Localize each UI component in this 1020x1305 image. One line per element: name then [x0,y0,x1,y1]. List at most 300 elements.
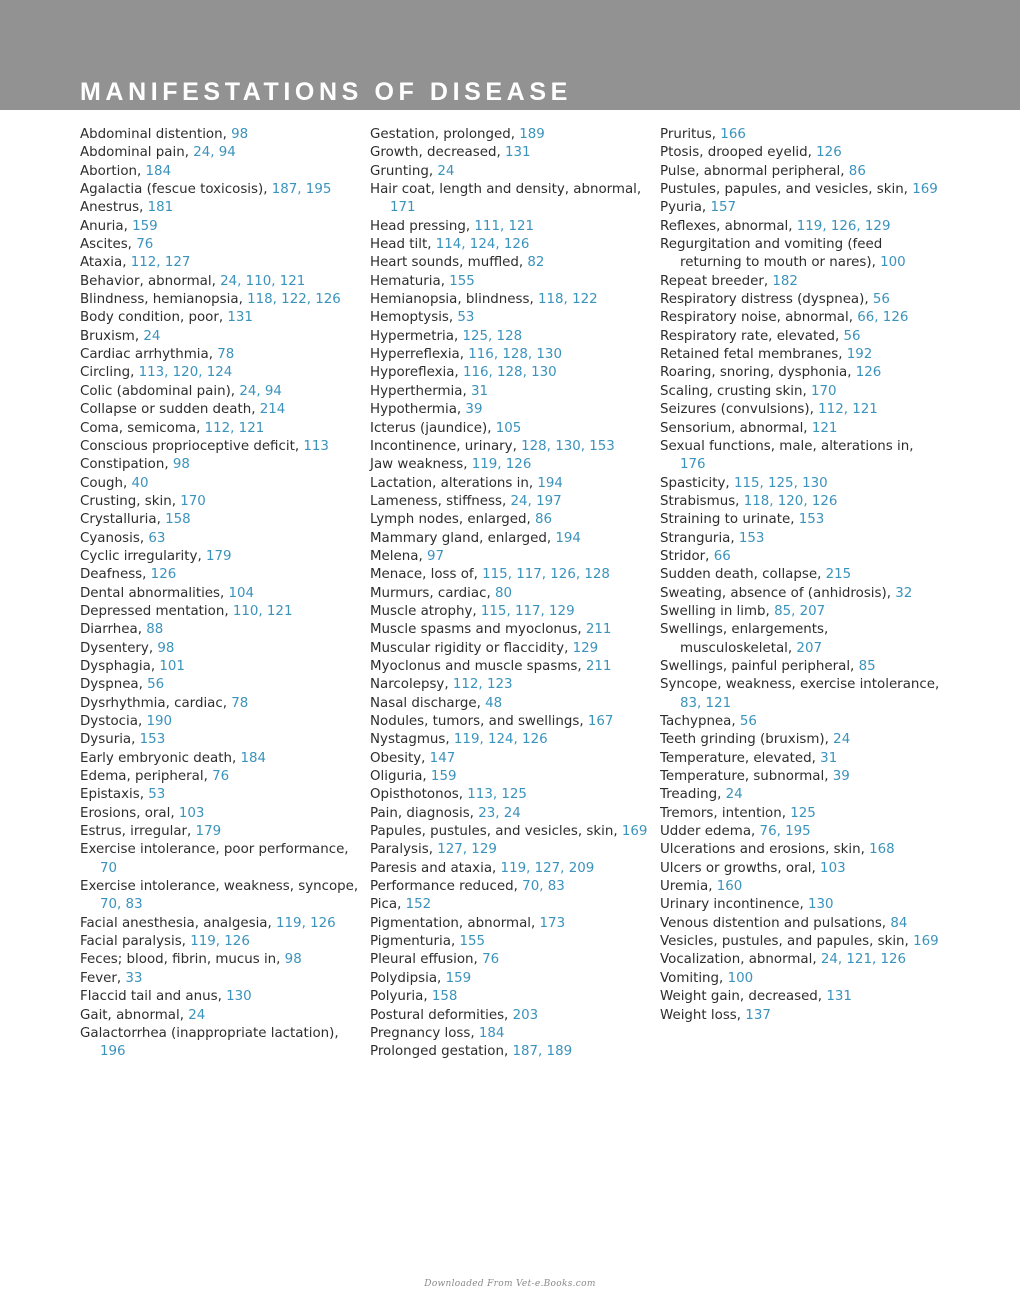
page-reference-link[interactable]: 98 [231,127,249,142]
page-reference-link[interactable]: 184 [478,1025,505,1041]
page-reference-link[interactable]: 184 [240,750,267,766]
page-reference-link[interactable]: 24, 121, 126 [820,952,907,968]
page-reference-link[interactable]: 158 [431,989,458,1005]
index-entry [660,676,940,713]
page-reference-link[interactable]: 24 [833,732,851,748]
page-reference-link[interactable]: 167 [587,714,614,729]
page-reference-link[interactable]: 127, 129 [437,842,497,858]
index-entry [80,750,360,768]
page-reference-link[interactable]: 111, 121 [474,218,535,234]
index-entry [80,566,360,584]
page-reference-link[interactable]: 115, 117, 126, 128 [482,567,610,583]
page-reference-link[interactable]: 70, 83 [100,897,143,913]
index-term: Polydipsia, [370,970,446,986]
page-reference-link[interactable]: 173 [539,915,566,931]
page-reference-link[interactable]: 153 [738,530,765,546]
page-reference-link[interactable]: 112, 121 [204,420,265,436]
index-term: Flaccid tail and anus, [80,989,227,1005]
page-reference-link[interactable]: 110, 121 [232,603,293,619]
page-reference-link[interactable]: 170 [180,493,206,509]
index-entry [660,511,940,529]
index-entry [660,658,940,676]
index-entry [80,768,360,786]
index-entry [370,1007,650,1025]
index-entry [80,144,360,162]
page-reference-link[interactable]: 86 [535,512,553,528]
page-reference-link[interactable]: 76, 195 [759,824,811,840]
page-reference-link[interactable]: 155 [449,273,475,289]
index-entry [370,126,650,144]
page-reference-link[interactable]: 129 [572,640,599,656]
index-entry [370,933,650,951]
index-term: Paresis and ataxia, [370,860,501,876]
page-reference-link[interactable]: 125, 128 [462,328,523,344]
page-reference-link[interactable]: 169 [912,182,938,198]
index-term: Blindness, hemianopsia, [80,292,248,308]
index-term: Treading, [660,787,726,803]
index-term: Erosions, oral, [80,805,179,821]
page-reference-link[interactable]: 159 [132,218,158,234]
page-reference-link[interactable]: 97 [426,548,445,564]
index-entry [370,585,650,603]
page-reference-link[interactable]: 31 [470,383,489,399]
index-term: Pigmenturia, [370,934,460,950]
page-reference-link[interactable]: 159 [445,970,472,986]
page-reference-link[interactable]: 119, 126, 129 [796,218,891,234]
page-reference-link[interactable]: 182 [772,273,798,289]
page-reference-link[interactable]: 153 [139,732,166,748]
index-entry [660,823,940,841]
index-entry [370,236,650,254]
page-reference-link[interactable]: 112, 123 [452,677,513,693]
index-entry [80,420,360,438]
page-reference-link[interactable]: 126 [816,145,842,161]
page-reference-link[interactable]: 179 [195,824,222,840]
page-reference-link[interactable]: 196 [100,1044,126,1060]
page-reference-link[interactable]: 125 [790,805,816,821]
index-entry [660,933,940,951]
page-reference-link[interactable]: 103 [178,805,205,821]
index-entry [660,364,940,382]
index-term: Abdominal pain, [80,145,194,161]
page-reference-link[interactable]: 158 [165,512,191,528]
page-reference-link[interactable]: 86 [848,163,866,179]
index-term: Crusting, skin, [80,493,181,509]
page-reference-link[interactable]: 187, 189 [512,1044,573,1060]
page-reference-link[interactable]: 119, 127, 209 [500,860,595,876]
page-reference-link[interactable]: 33 [125,970,143,986]
page-reference-link[interactable]: 76 [212,769,230,785]
index-term: Feces; blood, fibrin, mucus in, [80,952,285,968]
index-entry [660,548,940,566]
index-entry [370,163,650,181]
index-term: Pregnancy loss, [370,1025,479,1041]
index-term: Hyporeflexia, [370,365,463,381]
index-entry [370,401,650,419]
index-entry [80,621,360,639]
index-term: Polyuria, [370,989,432,1005]
index-term: Gait, abnormal, [80,1007,189,1023]
page-reference-link[interactable]: 24 [188,1007,206,1023]
page-reference-link[interactable]: 181 [147,200,174,216]
page-reference-link[interactable]: 168 [869,842,895,858]
index-term: Cardiac arrhythmia, [80,347,218,363]
page-reference-link[interactable]: 170 [811,383,837,399]
index-entry [80,988,360,1006]
page-reference-link[interactable]: 215 [825,567,852,583]
index-term: Oliguria, [370,769,431,785]
page-reference-link[interactable]: 56 [147,677,165,693]
index-term: Vesicles, pustules, and papules, skin, [660,934,914,950]
index-term: Roaring, snoring, dysphonia, [660,365,856,381]
index-entry [370,254,650,272]
page-reference-link[interactable]: 147 [429,750,456,766]
page-reference-link[interactable]: 82 [527,255,545,271]
page-reference-link[interactable]: 98 [284,952,302,968]
index-term: Muscular rigidity or flaccidity, [370,640,573,656]
page-reference-link[interactable]: 113, 125 [467,787,527,803]
index-term: Teeth grinding (bruxism), [660,732,834,748]
page-reference-link[interactable]: 115, 125, 130 [733,475,828,491]
index-entry [80,640,360,658]
page-reference-link[interactable]: 192 [846,347,873,363]
index-term: Diarrhea, [80,622,147,638]
index-entry [660,805,940,823]
index-term: Heart sounds, muffled, [370,255,528,271]
page-reference-link[interactable]: 184 [145,163,172,179]
page-reference-link[interactable]: 24 [725,787,743,803]
page-reference-link[interactable]: 126 [150,567,177,583]
page-reference-link[interactable]: 203 [512,1007,539,1023]
page-reference-link[interactable]: 23, 24 [478,805,521,821]
index-entry [370,291,650,309]
index-entry [80,438,360,456]
index-term: Respiratory distress (dyspnea), [660,292,873,308]
page-reference-link[interactable]: 171 [390,200,416,216]
page-reference-link[interactable]: 121 [811,420,838,436]
page-reference-link[interactable]: 112, 121 [818,402,878,418]
index-term: Deafness, [80,567,151,583]
page-reference-link[interactable]: 56 [739,714,757,729]
page-reference-link[interactable]: 103 [820,860,846,876]
page-reference-link[interactable]: 166 [720,127,746,142]
index-term: Behavior, abnormal, [80,273,221,289]
index-term: Growth, decreased, [370,145,505,161]
page-reference-link[interactable]: 56 [872,292,890,308]
index-entry [660,970,940,988]
index-entry [80,328,360,346]
page-reference-link[interactable]: 119, 126 [276,915,336,931]
index-entry [80,1025,360,1062]
index-term: Sensorium, abnormal, [660,420,812,436]
index-entry [370,658,650,676]
page-reference-link[interactable]: 207 [796,640,822,656]
index-term: Exercise intolerance, poor performance, [80,842,349,858]
index-entry [370,309,650,327]
page-reference-link[interactable]: 88 [146,622,164,638]
index-entry [660,731,940,749]
page-reference-link[interactable]: 112, 127 [130,255,191,271]
index-term: Fever, [80,970,126,986]
index-term: Vocalization, abnormal, [660,952,821,968]
page-reference-link[interactable]: 24, 110, 121 [220,273,306,289]
index-term: Dysphagia, [80,658,160,674]
page-reference-link[interactable]: 32 [895,585,913,601]
index-entry [370,1043,650,1061]
page-reference-link[interactable]: 98 [157,640,175,656]
index-term: Performance reduced, [370,879,523,895]
index-term: Pigmentation, abnormal, [370,915,540,931]
page-reference-link[interactable]: 160 [716,879,743,895]
page-reference-link[interactable]: 187, 195 [271,182,332,198]
index-term: Hemoptysis, [370,310,458,326]
page-reference-link[interactable]: 176 [680,457,706,473]
page-reference-link[interactable]: 116, 128, 130 [462,365,557,381]
index-entry [370,768,650,786]
index-entry [370,438,650,456]
page-reference-link[interactable]: 155 [459,934,486,950]
index-term: Scaling, crusting skin, [660,383,812,399]
index-term: Ptosis, drooped eyelid, [660,145,817,161]
index-entry [370,346,650,364]
page-reference-link[interactable]: 98 [172,457,190,473]
page-reference-link[interactable]: 76 [136,237,154,253]
index-entry [660,951,940,969]
page-reference-link[interactable]: 189 [519,127,545,142]
index-term: Head pressing, [370,218,475,234]
index-term: Reflexes, abnormal, [660,218,797,234]
page-reference-link[interactable]: 113 [303,438,329,454]
page-reference-link[interactable]: 169 [621,824,648,840]
index-entry [370,181,650,218]
index-term: Ulcers or growths, oral, [660,860,821,876]
index-term: Ascites, [80,237,137,253]
page-reference-link[interactable]: 100 [727,970,754,986]
index-entry [370,566,650,584]
index-term: Ulcerations and erosions, skin, [660,842,870,858]
page-reference-link[interactable]: 137 [745,1007,771,1023]
page-reference-link[interactable]: 104 [228,585,255,601]
page-reference-link[interactable]: 84 [890,915,908,931]
page-reference-link[interactable]: 131 [826,989,852,1005]
index-entry [80,218,360,236]
index-term: Urinary incontinence, [660,897,808,913]
page-reference-link[interactable]: 118, 122 [538,292,598,308]
index-entry [370,640,650,658]
page-reference-link[interactable]: 194 [537,475,563,491]
footer-watermark: Downloaded From Vet-e.Books.com [424,1279,596,1289]
page-reference-link[interactable]: 24 [143,328,161,344]
index-term: Depressed mentation, [80,603,233,619]
page-reference-link[interactable]: 78 [231,695,249,711]
page-reference-link[interactable]: 53 [148,787,166,803]
index-entry [660,566,940,584]
index-term: Nystagmus, [370,732,454,748]
index-entry [660,878,940,896]
page-reference-link[interactable]: 131 [227,310,253,326]
page-reference-link[interactable]: 131 [504,145,531,161]
page-reference-link[interactable]: 63 [148,530,166,546]
index-term: Cyanosis, [80,530,149,546]
page-reference-link[interactable]: 118, 122, 126 [247,292,341,308]
index-term: Sweating, absence of (anhidrosis), [660,585,896,601]
index-term: Menace, loss of, [370,567,483,583]
index-entry [370,530,650,548]
page-reference-link[interactable]: 115, 117, 129 [480,603,575,619]
page-reference-link[interactable]: 194 [555,530,581,546]
page-reference-link[interactable]: 153 [798,512,825,528]
page-reference-link[interactable]: 40 [131,475,149,491]
index-entry [370,786,650,804]
index-entry [370,603,650,621]
index-term: Myoclonus and muscle spasms, [370,658,586,674]
page-reference-link[interactable]: 66, 126 [857,310,909,326]
index-term: Abortion, [80,163,146,179]
index-term: Bruxism, [80,328,144,344]
index-term: Nasal discharge, [370,695,486,711]
index-entry [80,273,360,291]
index-term: Estrus, irregular, [80,824,196,840]
index-entry [80,585,360,603]
page-reference-link[interactable]: 128, 130, 153 [521,438,615,454]
index-term: Hair coat, length and density, abnormal, [370,182,642,198]
index-term: Coma, semicoma, [80,420,205,436]
page-reference-link[interactable]: 78 [217,347,235,363]
index-entry [370,218,650,236]
index-term: Stridor, [660,548,714,564]
index-term: Swellings, enlargements, musculoskeletal, [660,622,829,656]
index-term: Gestation, prolonged, [370,127,520,142]
index-term: Repeat breeder, [660,273,773,289]
index-entry [660,860,940,878]
page-reference-link[interactable]: 101 [159,658,185,674]
page-reference-link[interactable]: 70, 83 [522,879,565,895]
page-reference-link[interactable]: 24, 197 [510,493,562,509]
page-reference-link[interactable]: 24, 94 [193,145,236,161]
index-term: Body condition, poor, [80,310,228,326]
page-reference-link[interactable]: 119, 126 [190,934,250,950]
index-term: Hypothermia, [370,402,466,418]
page-reference-link[interactable]: 130 [807,897,834,913]
page-reference-link[interactable]: 114, 124, 126 [435,237,530,253]
index-entry [80,933,360,951]
index-term: Weight loss, [660,1007,746,1023]
index-term: Icterus (jaundice), [370,420,496,436]
index-term: Spasticity, [660,475,734,491]
index-entry [370,878,650,896]
index-term: Agalactia (fescue toxicosis), [80,182,272,198]
page-reference-link[interactable]: 179 [205,548,232,564]
index-entry [370,364,650,382]
page-reference-link[interactable]: 31 [820,750,838,766]
index-entry [660,181,940,199]
page-reference-link[interactable]: 48 [485,695,503,711]
page-reference-link[interactable]: 152 [405,897,432,913]
page-reference-link[interactable]: 126 [855,365,882,381]
index-term: Postural deformities, [370,1007,513,1023]
page-reference-link[interactable]: 24, 94 [239,383,282,399]
page-title: MANIFESTATIONS OF DISEASE [80,78,572,106]
page-reference-link[interactable]: 66 [713,548,731,564]
index-term: Seizures (convulsions), [660,402,819,418]
page-reference-link[interactable]: 53 [457,310,475,326]
index-term: Cough, [80,475,132,491]
page-reference-link[interactable]: 105 [495,420,522,436]
index-entry [660,493,940,511]
page-reference-link[interactable]: 190 [146,714,173,729]
index-term: Pyuria, [660,200,711,216]
page-reference-link[interactable]: 169 [913,934,939,950]
page-reference-link[interactable]: 130 [226,989,252,1005]
index-entry [80,841,360,878]
index-entry [80,676,360,694]
index-term: Colic (abdominal pain), [80,383,240,399]
page-reference-link[interactable]: 70 [100,860,118,876]
index-term: Obesity, [370,750,430,766]
index-term: Swellings, painful peripheral, [660,658,859,674]
page-reference-link[interactable]: 118, 120, 126 [743,493,838,509]
page-reference-link[interactable]: 85, 207 [774,603,826,619]
index-entry [80,915,360,933]
index-entry [370,988,650,1006]
page-reference-link[interactable]: 56 [843,328,861,344]
index-term: Hyperreflexia, [370,347,469,363]
index-term: Muscle atrophy, [370,603,481,619]
index-term: Early embryonic death, [80,750,241,766]
index-term: Anuria, [80,218,133,234]
page-reference-link[interactable]: 39 [832,769,850,785]
page-reference-link[interactable]: 85 [858,658,876,674]
index-entry [660,585,940,603]
index-entry [80,731,360,749]
page-reference-link[interactable]: 24 [437,163,455,179]
page-reference-link[interactable]: 80 [494,585,513,601]
index-entry [660,530,940,548]
index-entry [80,713,360,731]
index-term: Respiratory rate, elevated, [660,328,844,344]
page-reference-link[interactable]: 211 [585,622,612,638]
index-term: Ataxia, [80,255,131,271]
index-entry [370,823,650,841]
page-reference-link[interactable]: 113, 120, 124 [138,365,233,381]
page-reference-link[interactable]: 214 [259,402,286,418]
index-term: Syncope, weakness, exercise intolerance, [660,677,940,693]
page-reference-link[interactable]: 100 [880,255,906,271]
index-term: Weight gain, decreased, [660,989,827,1005]
index-entry [80,456,360,474]
index-entry [80,970,360,988]
page-reference-link[interactable]: 39 [465,402,483,418]
page-reference-link[interactable]: 83, 121 [680,695,732,711]
index-term: Tachypnea, [660,714,740,729]
index-term: Pruritus, [660,127,721,142]
index-term: Sexual functions, male, alterations in, [660,438,914,454]
page-reference-link[interactable]: 76 [482,952,500,968]
page-reference-link[interactable]: 116, 128, 130 [468,347,562,363]
page-reference-link[interactable]: 119, 126 [471,457,532,473]
page-reference-link[interactable]: 159 [430,769,457,785]
index-entry [370,144,650,162]
index-term: Nodules, tumors, and swellings, [370,714,588,729]
index-term: Lactation, alterations in, [370,475,538,491]
index-term: Anestrus, [80,200,148,216]
index-entry [370,420,650,438]
index-term: Sudden death, collapse, [660,567,826,583]
page-reference-link[interactable]: 119, 124, 126 [453,732,548,748]
page-reference-link[interactable]: 157 [710,200,736,216]
page-reference-link[interactable]: 211 [585,658,612,674]
index-term: Retained fetal membranes, [660,347,847,363]
